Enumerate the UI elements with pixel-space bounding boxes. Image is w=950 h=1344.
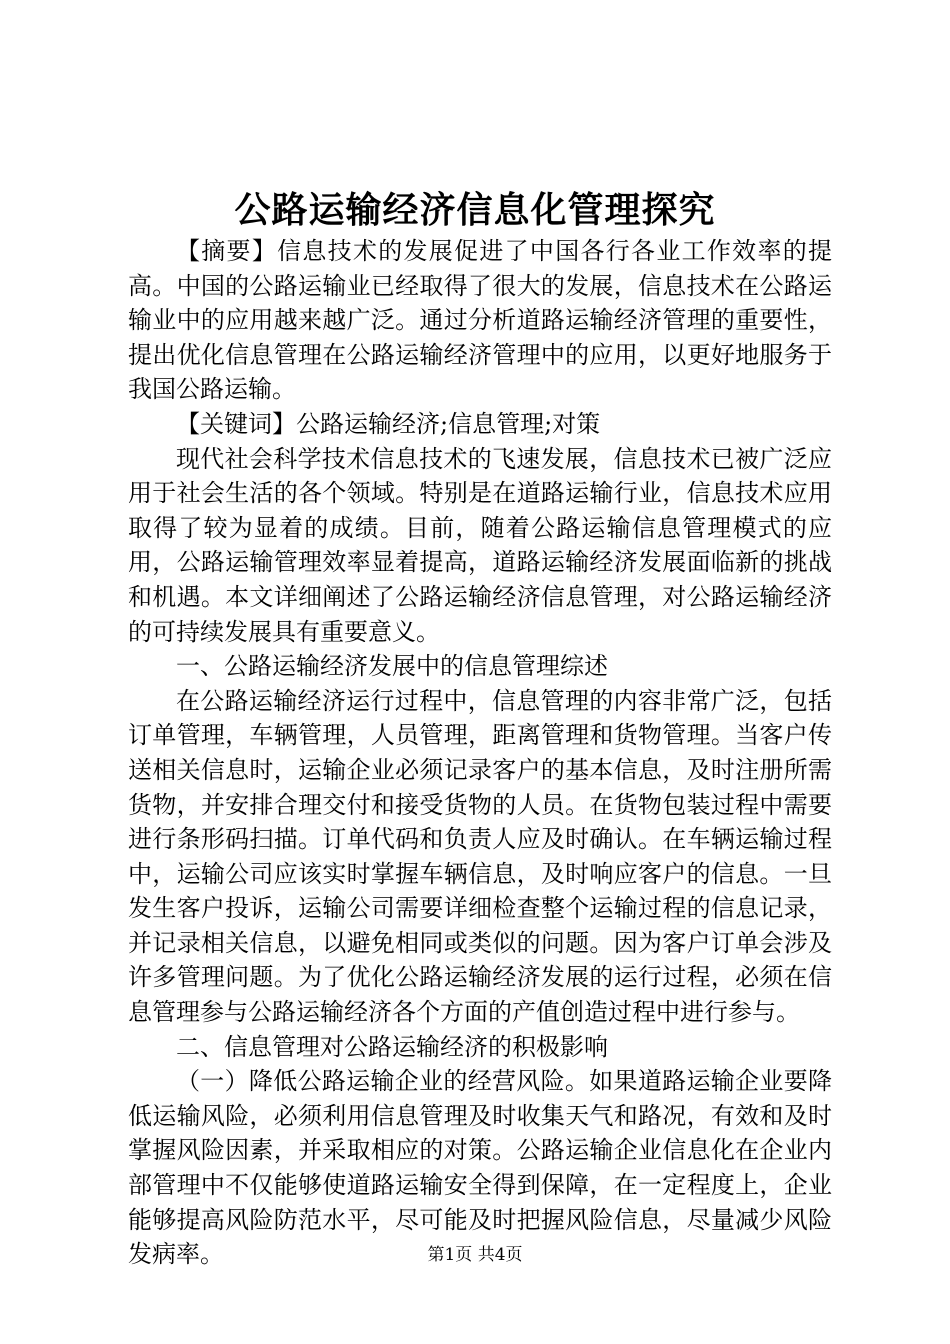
document-title: 公路运输经济信息化管理探究 <box>234 189 716 231</box>
section-heading-1: 一、公路运输经济发展中的信息管理综述 <box>176 652 608 681</box>
section-2-paragraph: （一）降低公路运输企业的经营风险。如果道路运输企业要降低运输风险，必须利用信息管理及时收集天气和路况，有效和及时掌握风险因素，并采取相应的对策。公路运输企业信息化在企业内部管理中不仅能够使道路运输安全得到保障，在一定程度上，企业能够提高风险防范水平，尽可能及时把握风险信息，尽量减少风险发病率。 <box>128 1067 832 1269</box>
intro-paragraph: 现代社会科学技术信息技术的飞速发展，信息技术已被广泛应用于社会生活的各个领域。特别是在道路运输行业，信息技术应用取得了较为显着的成绩。目前，随着公路运输信息管理模式的应用，公路运输管理效率显着提高，道路运输经济发展面临新的挑战和机遇。本文详细阐述了公路运输经济信息管理，对公路运输经济的可持续发展具有重要意义。 <box>128 444 832 646</box>
document-body <box>128 234 832 1272</box>
section-1-paragraph: 在公路运输经济运行过程中，信息管理的内容非常广泛，包括订单管理，车辆管理，人员管理，距离管理和货物管理。当客户传送相关信息时，运输企业必须记录客户的基本信息，及时注册所需货物，并安排合理交付和接受货物的人员。在货物包装过程中需要进行条形码扫描。订单代码和负责人应及时确认。在车辆运输过程中，运输公司应该实时掌握车辆信息，及时响应客户的信息。一旦发生客户投诉，运输公司需要详细检查整个运输过程的信息记录，并记录相关信息，以避免相同或类似的问题。因为客户订单会涉及许多管理问题。为了优化公路运输经济发展的运行过程，必须在信息管理参与公路运输经济各个方面的产值创造过程中进行参与。 <box>128 686 832 1027</box>
page-number-footer: 第1页 共4页 <box>427 1245 523 1265</box>
abstract-paragraph: 【摘要】信息技术的发展促进了中国各行各业工作效率的提高。中国的公路运输业已经取得了很大的发展，信息技术在公路运输业中的应用越来越广泛。通过分析道路运输经济管理的重要性，提出优化信息管理在公路运输经济管理中的应用，以更好地服务于我国公路运输。 <box>128 237 832 404</box>
section-heading-2: 二、信息管理对公路运输经济的积极影响 <box>176 1032 608 1061</box>
keywords-paragraph: 【关键词】公路运输经济;信息管理;对策 <box>176 409 601 438</box>
